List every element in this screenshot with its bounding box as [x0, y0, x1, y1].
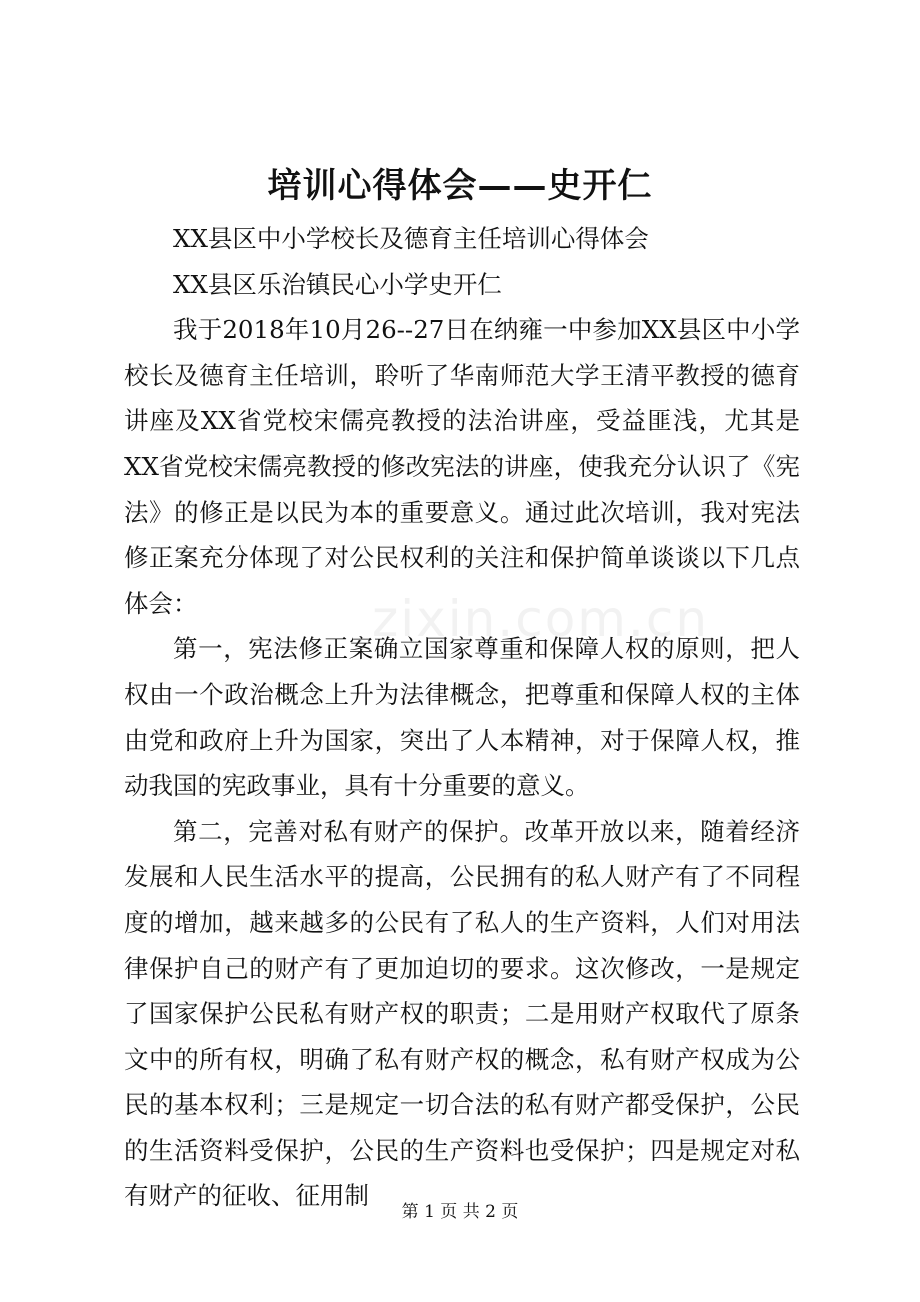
author-paragraph: XX县区乐治镇民心小学史开仁	[173, 269, 502, 299]
body-paragraph-second: 第二，完善对私有财产的保护。改革开放以来，随着经济发展和人民生活水平的提高，公民拥有的私人财产有了不同程度的增加，越来越多的公民有了私人的生产资料，人们对用法律保护自己的财产有了更加迫切的要求。这次修改，一是规定了国家保护公民私有财产权的职责；二是用财产权取代了原条文中的所有权，明确了私有财产权的概念，私有财产权成为公民的基本权利；三是规定一切合法的私有财产都受保护，公民的生活资料受保护，公民的生产资料也受保护；四是规定对私有财产的征收、征用制	[124, 816, 800, 1211]
watermark-text: zixin.com.cn	[372, 590, 710, 648]
body-paragraph-first: 第一，宪法修正案确立国家尊重和保障人权的原则，把人权由一个政治概念上升为法律概念，把尊重和保障人权的主体由党和政府上升为国家，突出了人本精神，对于保障人权，推动我国的宪政事业，具有十分重要的意义。	[124, 634, 800, 801]
document-body	[124, 216, 800, 1219]
document-title: 培训心得体会——史开仁	[267, 166, 653, 206]
subtitle-paragraph: XX县区中小学校长及德育主任培训心得体会	[173, 224, 649, 253]
body-paragraph-intro: 我于2018年10月26--27日在纳雍一中参加XX县区中小学校长及德育主任培训，聆听了华南师范大学王清平教授的德育讲座及XX省党校宋儒亮教授的法治讲座，受益匪浅，尤其是XX省党校宋儒亮教授的修改宪法的讲座，使我充分认识了《宪法》的修正是以民为本的重要意义。通过此次培训，我对宪法修正案充分体现了对公民权利的关注和保护简单谈谈以下几点体会：	[124, 315, 800, 618]
page-footer: 第 1 页 共 2 页	[401, 1202, 519, 1222]
